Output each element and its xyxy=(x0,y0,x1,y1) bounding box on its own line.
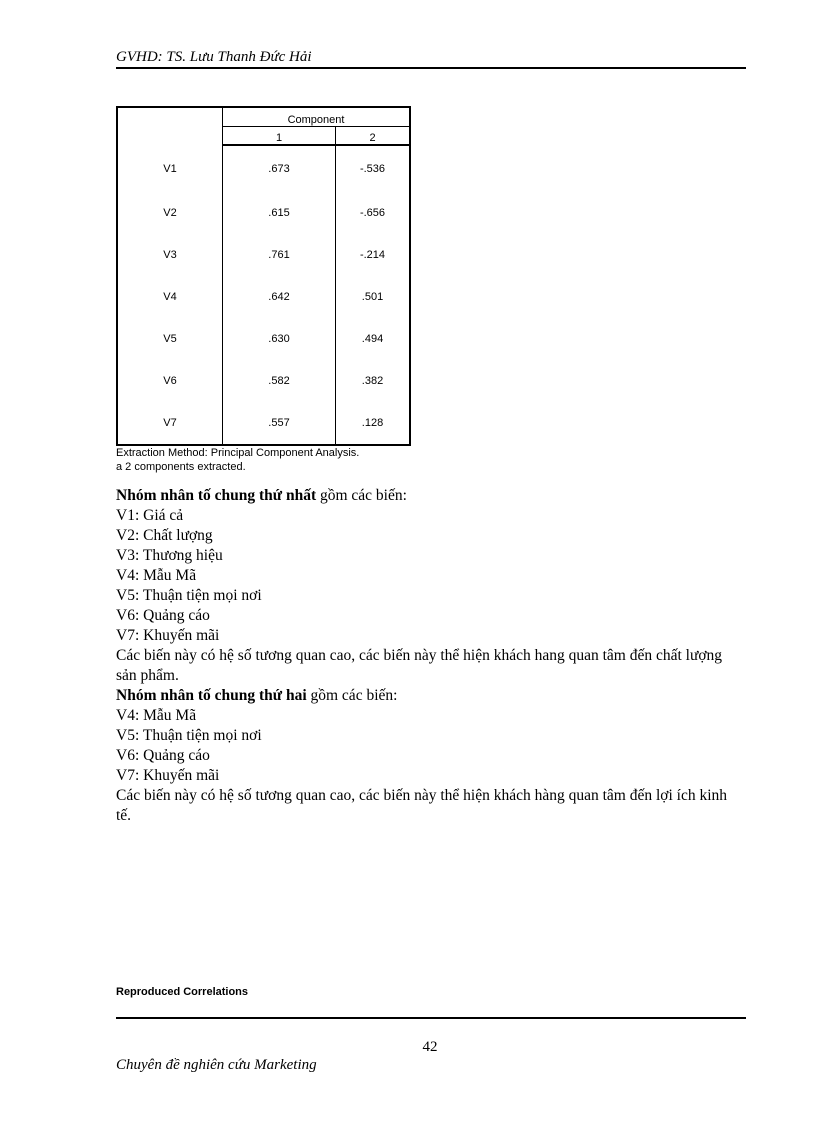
table-row xyxy=(117,318,410,360)
cell-value: .761 xyxy=(223,234,336,276)
cell-value: -.536 xyxy=(359,163,386,175)
group1-note: Các biến này có hệ số tương quan cao, các biến này thể hiện khách hang quan tâm đến chất lượng sản phẩm. xyxy=(116,647,723,684)
cell-value: .642 xyxy=(223,276,336,318)
cell-value: -.214 xyxy=(359,249,386,261)
row-label: V1 xyxy=(117,145,223,192)
cell-value: .615 xyxy=(223,192,336,234)
row-label: V4 xyxy=(117,276,223,318)
table-row xyxy=(117,145,410,192)
header-rule xyxy=(116,67,746,69)
row-label: V5 xyxy=(117,318,223,360)
list-item: V4: Mẫu Mã xyxy=(116,707,197,724)
cell-value: .382 xyxy=(361,375,384,387)
list-item: V5: Thuận tiện mọi nơi xyxy=(116,727,262,744)
column-header-1: 1 xyxy=(223,127,336,146)
list-item: V2: Chất lượng xyxy=(116,527,213,544)
row-label: V2 xyxy=(117,192,223,234)
group1-title-rest: gồm các biến: xyxy=(316,487,407,504)
extraction-method-note: Extraction Method: Principal Component Analysis. xyxy=(116,447,360,459)
list-item: V4: Mẫu Mã xyxy=(116,567,197,584)
group2-note: Các biến này có hệ số tương quan cao, các biến này thể hiện khách hàng quan tâm đến lợi ích kinh tế. xyxy=(116,787,728,824)
cell-value: .494 xyxy=(361,333,384,345)
table-row xyxy=(117,276,410,318)
table-corner xyxy=(117,107,223,145)
list-item: V6: Quảng cáo xyxy=(116,747,210,764)
component-matrix-table xyxy=(116,106,411,446)
group1-heading xyxy=(116,486,741,506)
row-label: V6 xyxy=(117,360,223,402)
component-header: Component xyxy=(223,107,411,127)
cell-value: .501 xyxy=(361,291,384,303)
section-title: Reproduced Correlations xyxy=(116,986,249,998)
cell-value: .630 xyxy=(223,318,336,360)
cell-value: .557 xyxy=(223,402,336,445)
page-number: 42 xyxy=(422,1039,438,1055)
row-label: V3 xyxy=(117,234,223,276)
list-item: V7: Khuyến mãi xyxy=(116,627,220,644)
list-item: V7: Khuyến mãi xyxy=(116,767,220,784)
column-header-2: 2 xyxy=(336,127,411,146)
list-item: V5: Thuận tiện mọi nơi xyxy=(116,587,262,604)
table-row xyxy=(117,360,410,402)
cell-value: .582 xyxy=(223,360,336,402)
footer-rule xyxy=(116,1017,746,1019)
group1-title: Nhóm nhân tố chung thứ nhất xyxy=(116,487,317,504)
row-label: V7 xyxy=(117,402,223,445)
list-item: V1: Giá cả xyxy=(116,507,184,524)
table-row xyxy=(117,192,410,234)
cell-value: .673 xyxy=(223,145,336,192)
group2-title: Nhóm nhân tố chung thứ hai xyxy=(116,687,307,704)
body-text xyxy=(116,486,741,826)
page-header: GVHD: TS. Lưu Thanh Đức Hải xyxy=(116,49,312,65)
components-extracted-note: a 2 components extracted. xyxy=(116,461,246,473)
cell-value: .128 xyxy=(361,417,384,429)
cell-value: -.656 xyxy=(359,207,386,219)
group2-heading xyxy=(116,686,741,706)
group2-title-rest: gồm các biến: xyxy=(306,687,398,704)
list-item: V3: Thương hiệu xyxy=(116,547,223,564)
table-row xyxy=(117,234,410,276)
list-item: V6: Quảng cáo xyxy=(116,607,210,624)
table-row xyxy=(117,402,410,445)
page-footer: Chuyên đề nghiên cứu Marketing xyxy=(116,1057,317,1073)
